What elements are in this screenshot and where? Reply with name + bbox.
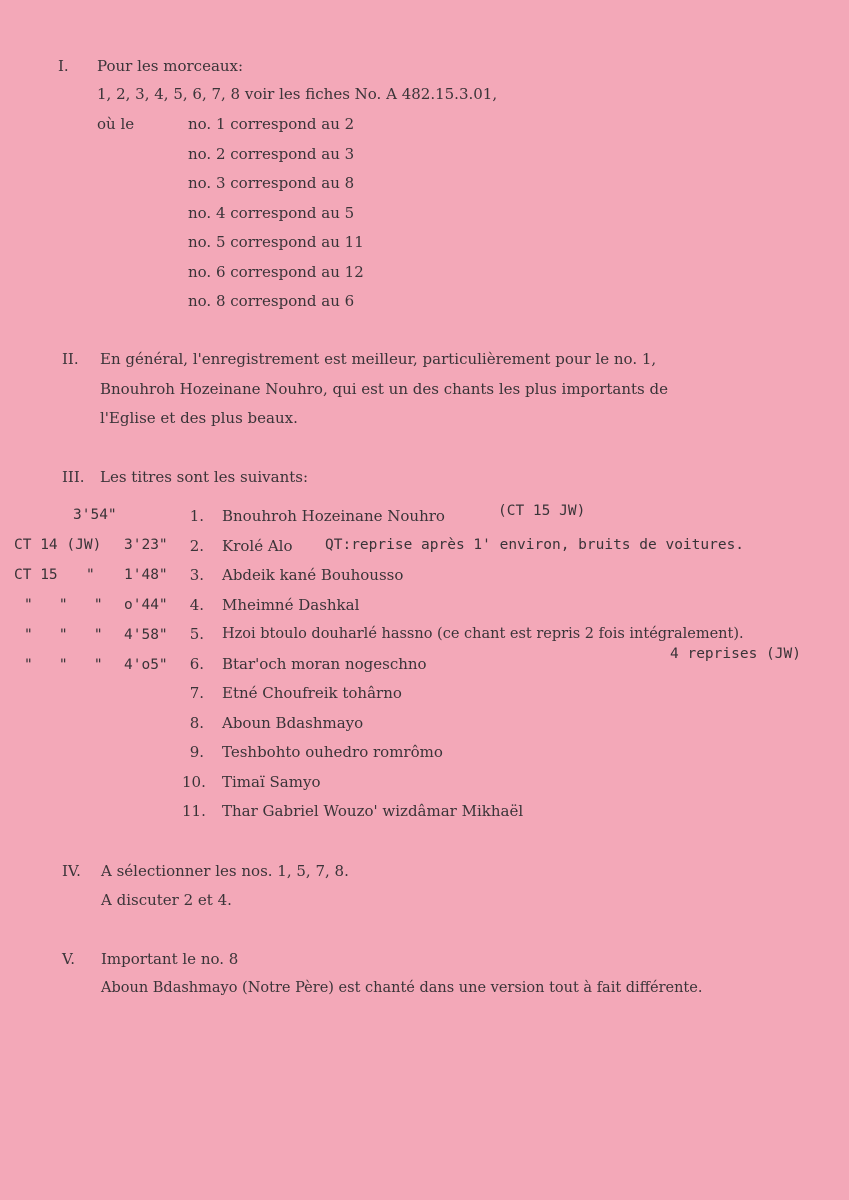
ditto-mark: " bbox=[86, 567, 95, 583]
ditto-mark: " " " bbox=[24, 627, 103, 643]
ct-annotation: CT 14 (JW) bbox=[14, 537, 102, 553]
list-item-title: Bnouhroh Hozeinane Nouhro bbox=[222, 507, 445, 525]
duration-annotation: 4'58" bbox=[124, 627, 168, 643]
list-item-title: Mheimné Dashkal bbox=[222, 596, 360, 614]
list-number: 4. bbox=[189, 596, 204, 614]
mapping-line: no. 2 correspond au 3 bbox=[188, 145, 355, 163]
section4-numeral: IV. bbox=[62, 862, 81, 880]
list-number: 2. bbox=[189, 537, 204, 555]
mapping-line: no. 6 correspond au 12 bbox=[188, 263, 364, 281]
section5-numeral: V. bbox=[62, 950, 75, 968]
list-item-title: Teshbohto ouhedro romrômo bbox=[222, 743, 443, 761]
duration-annotation: 3'54" bbox=[73, 507, 117, 523]
ct-note: (CT 15 JW) bbox=[498, 503, 586, 519]
list-number: 7. bbox=[189, 684, 204, 702]
section1-numeral: I. bbox=[58, 57, 69, 75]
list-number: 8. bbox=[189, 714, 204, 732]
list-number: 9. bbox=[189, 743, 204, 761]
ditto-mark: " " " bbox=[24, 597, 103, 613]
ditto-mark: " " " bbox=[24, 657, 103, 673]
list-item-title: Abdeik kané Bouhousso bbox=[222, 566, 404, 584]
section2-line: En général, l'enregistrement est meilleur, particulièrement pour le no. 1, bbox=[100, 350, 657, 368]
mapping-line: no. 8 correspond au 6 bbox=[188, 292, 355, 310]
list-item-title: Btar'och moran nogeschno bbox=[222, 655, 427, 673]
quality-note: QT:reprise après 1' environ, bruits de voitures. bbox=[325, 537, 745, 553]
duration-annotation: 3'23" bbox=[124, 537, 168, 553]
section5-line: Important le no. 8 bbox=[101, 950, 239, 968]
ct-annotation: CT 15 bbox=[14, 567, 58, 583]
list-item-title: Krolé Alo bbox=[222, 537, 293, 555]
section3-heading: Les titres sont les suivants: bbox=[100, 468, 309, 486]
list-item-title: Hzoi btoulo douharlé hassno (ce chant est repris 2 fois intégralement). bbox=[222, 626, 744, 642]
list-number: 3. bbox=[189, 566, 204, 584]
list-number: 1. bbox=[189, 507, 204, 525]
list-number: 10. bbox=[182, 773, 206, 791]
section4-line: A sélectionner les nos. 1, 5, 7, 8. bbox=[101, 862, 349, 880]
section2-line: Bnouhroh Hozeinane Nouhro, qui est un des chants les plus importants de bbox=[100, 380, 668, 398]
mapping-line: no. 1 correspond au 2 bbox=[188, 115, 355, 133]
mapping-line: no. 3 correspond au 8 bbox=[188, 174, 355, 192]
section1-heading: Pour les morceaux: bbox=[97, 57, 244, 75]
duration-annotation: 1'48" bbox=[124, 567, 168, 583]
list-number: 5. bbox=[189, 625, 204, 643]
list-item-title: Thar Gabriel Wouzo' wizdâmar Mikhaël bbox=[222, 802, 524, 820]
list-item-title: Timaï Samyo bbox=[222, 773, 321, 791]
section1-ref-line: 1, 2, 3, 4, 5, 6, 7, 8 voir les fiches No. A 482.15.3.01, bbox=[97, 85, 498, 103]
list-item-title: Aboun Bdashmayo bbox=[222, 714, 364, 732]
section3-numeral: III. bbox=[62, 468, 85, 486]
section2-line: l'Eglise et des plus beaux. bbox=[100, 409, 298, 427]
list-number: 6. bbox=[189, 655, 204, 673]
section5-line: Aboun Bdashmayo (Notre Père) est chanté dans une version tout à fait différente. bbox=[101, 980, 703, 996]
section4-line: A discuter 2 et 4. bbox=[101, 891, 232, 909]
reprises-note: 4 reprises (JW) bbox=[670, 646, 801, 662]
section2-numeral: II. bbox=[62, 350, 79, 368]
duration-annotation: 4'o5" bbox=[124, 657, 168, 673]
mapping-line: no. 5 correspond au 11 bbox=[188, 233, 364, 251]
mapping-line: no. 4 correspond au 5 bbox=[188, 204, 355, 222]
list-number: 11. bbox=[182, 802, 206, 820]
list-item-title: Etné Choufreik tohârno bbox=[222, 684, 402, 702]
section1-where: où le bbox=[97, 115, 135, 133]
duration-annotation: o'44" bbox=[124, 597, 168, 613]
